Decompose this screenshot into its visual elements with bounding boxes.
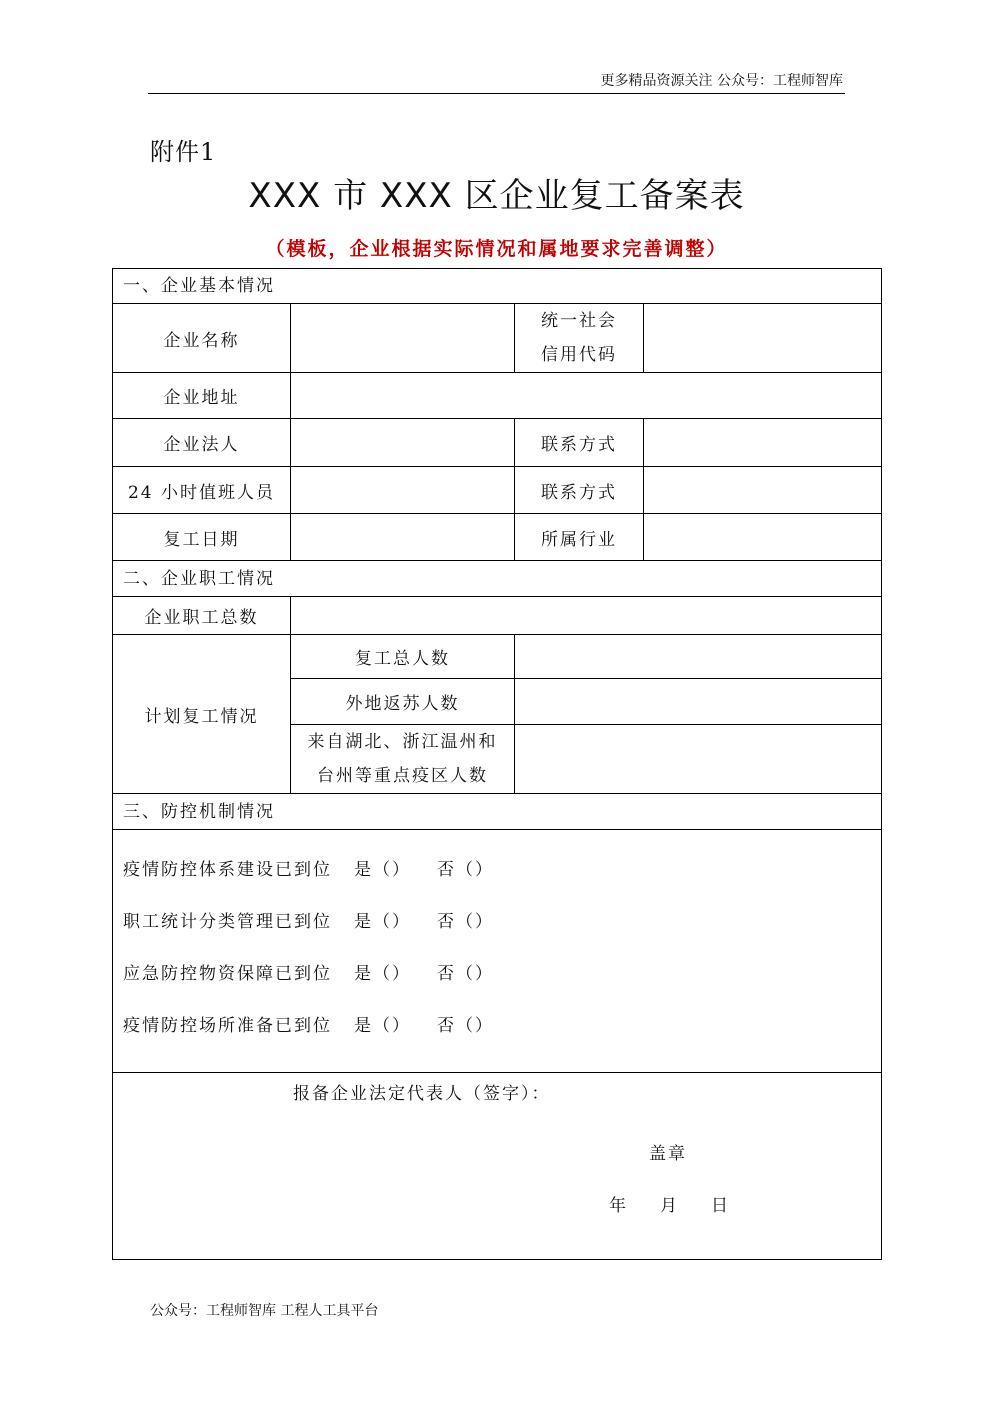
resume-total-label: 复工总人数 — [291, 635, 515, 679]
duty-staff-label: 24 小时值班人员 — [113, 467, 291, 514]
control-item — [123, 844, 881, 896]
control-item-no-option[interactable]: 否（） — [437, 964, 494, 984]
credit-code-label — [515, 304, 644, 373]
industry-label: 所属行业 — [515, 514, 644, 561]
plan-resume-label: 计划复工情况 — [113, 635, 291, 794]
section2-heading: 二、企业职工情况 — [113, 561, 882, 597]
control-item-label: 疫情防控体系建设已到位 — [123, 860, 332, 880]
control-item-label: 职工统计分类管理已到位 — [123, 912, 332, 932]
control-item-label: 应急防控物资保障已到位 — [123, 964, 332, 984]
company-address-field[interactable] — [291, 373, 882, 419]
legal-person-field[interactable] — [291, 419, 515, 467]
control-item-no-option[interactable]: 否（） — [437, 860, 494, 880]
registration-form-table — [112, 268, 882, 1260]
total-staff-label: 企业职工总数 — [113, 597, 291, 635]
company-address-label: 企业地址 — [113, 373, 291, 419]
duty-staff-contact-field[interactable] — [644, 467, 882, 514]
attachment-label: 附件1 — [150, 138, 217, 166]
credit-code-field[interactable] — [644, 304, 882, 373]
credit-code-label-line2: 信用代码 — [541, 345, 617, 365]
resume-date-label: 复工日期 — [113, 514, 291, 561]
date-day-label: 日 — [711, 1196, 730, 1216]
credit-code-label-line1: 统一社会 — [541, 311, 617, 331]
control-item-yes-option[interactable]: 是（） — [354, 912, 411, 932]
company-name-label: 企业名称 — [113, 304, 291, 373]
document-subtitle: （模板，企业根据实际情况和属地要求完善调整） — [265, 238, 728, 260]
returning-staff-field[interactable] — [515, 679, 882, 725]
epidemic-area-staff-field[interactable] — [515, 725, 882, 794]
duty-staff-field[interactable] — [291, 467, 515, 514]
company-name-field[interactable] — [291, 304, 515, 373]
control-item — [123, 896, 881, 948]
page-footer-text: 公众号：工程师智库 工程人工具平台 — [150, 1303, 379, 1319]
signature-date — [609, 1191, 730, 1216]
legal-person-contact-field[interactable] — [644, 419, 882, 467]
header-rule — [148, 93, 845, 94]
legal-person-label: 企业法人 — [113, 419, 291, 467]
control-item-yes-option[interactable]: 是（） — [354, 860, 411, 880]
industry-field[interactable] — [644, 514, 882, 561]
date-year-label: 年 — [609, 1196, 628, 1216]
control-item — [123, 948, 881, 1000]
signature-label: 报备企业法定代表人（签字）： — [293, 1084, 551, 1104]
epidemic-area-line2: 台州等重点疫区人数 — [317, 766, 488, 786]
control-item — [123, 1000, 881, 1052]
resume-date-field[interactable] — [291, 514, 515, 561]
total-staff-field[interactable] — [291, 597, 882, 635]
seal-label: 盖章 — [649, 1144, 687, 1164]
control-item-yes-option[interactable]: 是（） — [354, 1016, 411, 1036]
date-month-label: 月 — [660, 1196, 679, 1216]
duty-staff-contact-label: 联系方式 — [515, 467, 644, 514]
section3-heading: 三、防控机制情况 — [113, 794, 882, 830]
section1-heading: 一、企业基本情况 — [113, 269, 882, 304]
control-item-label: 疫情防控场所准备已到位 — [123, 1016, 332, 1036]
control-item-yes-option[interactable]: 是（） — [354, 964, 411, 984]
control-mechanism-list — [113, 830, 882, 1073]
control-item-no-option[interactable]: 否（） — [437, 1016, 494, 1036]
epidemic-area-staff-label — [291, 725, 515, 794]
signature-area[interactable] — [113, 1073, 882, 1260]
epidemic-area-line1: 来自湖北、浙江温州和 — [307, 732, 498, 752]
returning-staff-label: 外地返苏人数 — [291, 679, 515, 725]
control-item-no-option[interactable]: 否（） — [437, 912, 494, 932]
legal-person-contact-label: 联系方式 — [515, 419, 644, 467]
resume-total-field[interactable] — [515, 635, 882, 679]
document-title: XXX 市 XXX 区企业复工备案表 — [248, 176, 745, 216]
page-header-text: 更多精品资源关注 公众号：工程师智库 — [600, 73, 843, 89]
